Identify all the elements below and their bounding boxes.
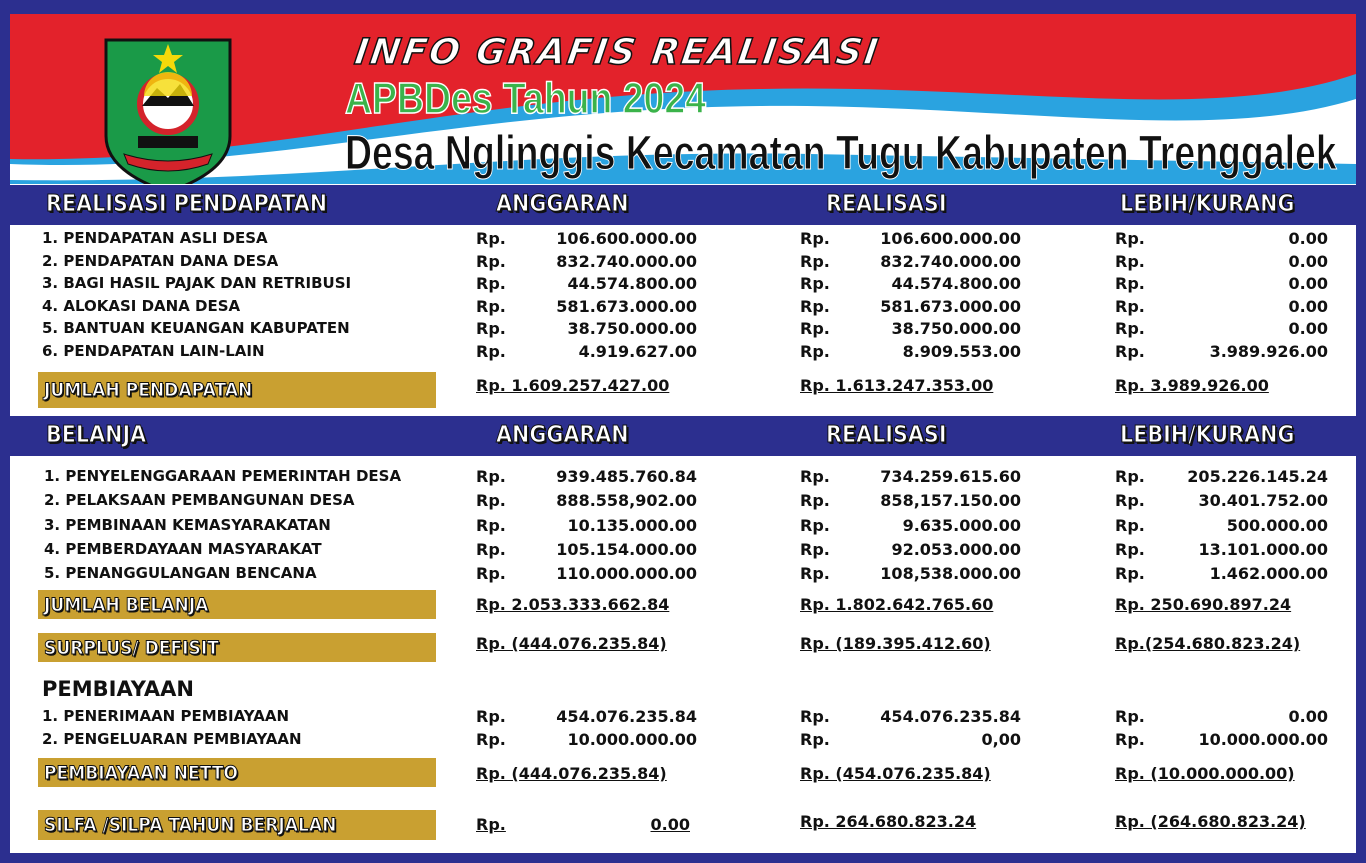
amount-selisih: 0.00 bbox=[1288, 707, 1328, 726]
row-label: 5. BANTUAN KEUANGAN KABUPATEN bbox=[42, 319, 350, 337]
amount-realisasi: 44.574.800.00 bbox=[891, 274, 1021, 293]
currency-label: Rp. bbox=[800, 341, 830, 361]
pembiayaan-row bbox=[0, 707, 1366, 729]
amount-selisih: 0.00 bbox=[1288, 296, 1328, 316]
jumlah-pendapatan-selisih: Rp. 3.989.926.00 bbox=[1115, 376, 1269, 395]
currency-label: Rp. bbox=[1115, 319, 1145, 338]
currency-label: Rp. bbox=[476, 564, 506, 583]
currency-label: Rp. bbox=[1115, 516, 1145, 535]
silpa-anggaran: 0.00 bbox=[650, 815, 690, 834]
amount-realisasi: 106.600.000.00 bbox=[880, 229, 1021, 248]
currency-label: Rp. bbox=[800, 274, 830, 293]
currency-label: Rp. bbox=[800, 707, 830, 726]
amount-anggaran: 110.000.000.00 bbox=[556, 564, 697, 583]
currency-label: Rp. bbox=[1115, 491, 1145, 510]
belanja-row bbox=[0, 540, 1366, 562]
currency-label: Rp. bbox=[1115, 229, 1145, 248]
row-label: 2. PENDAPATAN DANA DESA bbox=[42, 251, 279, 270]
currency-label: Rp. bbox=[800, 516, 830, 535]
amount-anggaran: 581.673.000.00 bbox=[556, 296, 697, 316]
pendapatan-row bbox=[0, 229, 1366, 251]
silpa-label: SILFA /SILPA TAHUN BERJALAN bbox=[44, 814, 337, 836]
amount-realisasi: 832.740.000.00 bbox=[880, 251, 1021, 271]
currency-label: Rp. bbox=[476, 274, 506, 293]
currency-label: Rp. bbox=[1115, 296, 1145, 316]
title-info-grafis: INFO GRAFIS REALISASI bbox=[352, 32, 883, 73]
amount-realisasi: 9.635.000.00 bbox=[902, 516, 1021, 535]
currency-label: Rp. bbox=[800, 564, 830, 583]
surplus-defisit-selisih: Rp.(254.680.823.24) bbox=[1115, 634, 1301, 653]
amount-selisih: 0.00 bbox=[1288, 229, 1328, 248]
amount-realisasi: 858,157.150.00 bbox=[880, 491, 1021, 510]
pendapatan-row bbox=[0, 342, 1366, 364]
currency-label: Rp. bbox=[476, 730, 506, 749]
pendapatan-row bbox=[0, 274, 1366, 296]
pembiayaan-netto-anggaran: Rp. (444.076.235.84) bbox=[476, 764, 667, 783]
title-village: Desa Nglinggis Kecamatan Tugu Kabupaten Trenggalek bbox=[345, 127, 1337, 180]
column-header-anggaran: ANGGARAN bbox=[496, 191, 629, 217]
amount-anggaran: 105.154.000.00 bbox=[556, 540, 697, 559]
currency-label: Rp. bbox=[476, 540, 506, 559]
currency-label: Rp. bbox=[800, 540, 830, 559]
amount-realisasi: 38.750.000.00 bbox=[891, 319, 1021, 338]
row-label: 2. PELAKSAAN PEMBANGUNAN DESA bbox=[44, 491, 355, 509]
jumlah-pendapatan-realisasi: Rp. 1.613.247.353.00 bbox=[800, 376, 994, 395]
pembiayaan-netto-label-bar bbox=[38, 758, 436, 787]
amount-anggaran: 106.600.000.00 bbox=[556, 229, 697, 248]
jumlah-pendapatan-label-bar bbox=[38, 372, 436, 408]
header-banner bbox=[10, 14, 1356, 184]
currency-label: Rp. bbox=[476, 319, 506, 338]
currency-label: Rp. bbox=[800, 319, 830, 338]
currency-label: Rp. bbox=[800, 251, 830, 271]
amount-selisih: 0.00 bbox=[1288, 251, 1328, 271]
amount-anggaran: 939.485.760.84 bbox=[556, 467, 697, 486]
amount-selisih: 0.00 bbox=[1288, 274, 1328, 293]
pembiayaan-netto-selisih: Rp. (10.000.000.00) bbox=[1115, 764, 1295, 783]
currency-label: Rp. bbox=[1115, 274, 1145, 293]
row-label: 5. PENANGGULANGAN BENCANA bbox=[44, 564, 317, 582]
pendapatan-row bbox=[0, 297, 1366, 319]
silpa-label-bar bbox=[38, 810, 436, 840]
surplus-defisit-anggaran: Rp. (444.076.235.84) bbox=[476, 634, 667, 653]
belanja-row bbox=[0, 516, 1366, 538]
currency-label: Rp. bbox=[476, 229, 506, 248]
column-header-lebih-kurang: LEBIH/KURANG bbox=[1120, 422, 1295, 448]
jumlah-belanja-label-bar bbox=[38, 590, 436, 619]
amount-anggaran: 4.919.627.00 bbox=[578, 341, 697, 361]
amount-selisih: 205.226.145.24 bbox=[1187, 467, 1328, 486]
amount-realisasi: 108,538.000.00 bbox=[880, 564, 1021, 583]
amount-anggaran: 10.135.000.00 bbox=[567, 516, 697, 535]
currency-label: Rp. bbox=[800, 229, 830, 248]
currency-label: Rp. bbox=[476, 491, 506, 510]
amount-anggaran: 888.558,902.00 bbox=[556, 491, 697, 510]
amount-selisih: 500.000.00 bbox=[1226, 516, 1328, 535]
currency-label: Rp. bbox=[1115, 730, 1145, 749]
jumlah-pendapatan-label: JUMLAH PENDAPATAN bbox=[44, 379, 253, 401]
currency-label: Rp. bbox=[800, 730, 830, 749]
belanja-row bbox=[0, 491, 1366, 513]
amount-realisasi: 0,00 bbox=[981, 730, 1021, 749]
amount-realisasi: 581.673.000.00 bbox=[880, 296, 1021, 316]
column-header-realisasi: REALISASI bbox=[826, 422, 947, 448]
currency-label: Rp. bbox=[476, 296, 506, 316]
currency-label: Rp. bbox=[800, 491, 830, 510]
currency-label: Rp. bbox=[1115, 341, 1145, 361]
amount-realisasi: 8.909.553.00 bbox=[902, 341, 1021, 361]
pembiayaan-netto-label: PEMBIAYAAN NETTO bbox=[44, 761, 238, 784]
surplus-defisit-realisasi: Rp. (189.395.412.60) bbox=[800, 634, 991, 653]
row-label: 2. PENGELUARAN PEMBIAYAAN bbox=[42, 730, 302, 748]
currency-label: Rp. bbox=[1115, 540, 1145, 559]
silpa-anggaran-currency: Rp. bbox=[476, 815, 506, 834]
amount-selisih: 13.101.000.00 bbox=[1198, 540, 1328, 559]
currency-label: Rp. bbox=[1115, 251, 1145, 271]
belanja-header-band-title: BELANJA bbox=[46, 422, 147, 448]
belanja-row bbox=[0, 467, 1366, 489]
jumlah-pendapatan-anggaran: Rp. 1.609.257.427.00 bbox=[476, 376, 670, 395]
surplus-defisit-label: SURPLUS/ DEFISIT bbox=[44, 636, 219, 659]
title-apbdes-year: APBDes Tahun 2024 bbox=[345, 74, 706, 123]
amount-selisih: 10.000.000.00 bbox=[1198, 730, 1328, 749]
pembiayaan-row bbox=[0, 730, 1366, 752]
row-label: 6. PENDAPATAN LAIN-LAIN bbox=[42, 341, 265, 360]
jumlah-belanja-selisih: Rp. 250.690.897.24 bbox=[1115, 595, 1292, 614]
amount-selisih: 0.00 bbox=[1288, 319, 1328, 338]
pembiayaan-netto-realisasi: Rp. (454.076.235.84) bbox=[800, 764, 991, 783]
currency-label: Rp. bbox=[476, 516, 506, 535]
amount-anggaran: 44.574.800.00 bbox=[567, 274, 697, 293]
currency-label: Rp. bbox=[476, 467, 506, 486]
amount-realisasi: 454.076.235.84 bbox=[880, 707, 1021, 726]
row-label: 4. ALOKASI DANA DESA bbox=[42, 296, 241, 315]
jumlah-belanja-anggaran: Rp. 2.053.333.662.84 bbox=[476, 595, 670, 614]
amount-anggaran: 10.000.000.00 bbox=[567, 730, 697, 749]
currency-label: Rp. bbox=[1115, 467, 1145, 486]
currency-label: Rp. bbox=[476, 341, 506, 361]
row-label: 3. PEMBINAAN KEMASYARAKATAN bbox=[44, 516, 331, 534]
jumlah-belanja-realisasi: Rp. 1.802.642.765.60 bbox=[800, 595, 994, 614]
row-label: 4. PEMBERDAYAAN MASYARAKAT bbox=[44, 540, 322, 558]
amount-anggaran: 454.076.235.84 bbox=[556, 707, 697, 726]
pendapatan-row bbox=[0, 319, 1366, 341]
row-label: 1. PENERIMAAN PEMBIAYAAN bbox=[42, 707, 290, 725]
column-header-lebih-kurang: LEBIH/KURANG bbox=[1120, 191, 1295, 217]
currency-label: Rp. bbox=[1115, 564, 1145, 583]
amount-selisih: 3.989.926.00 bbox=[1209, 341, 1328, 361]
amount-realisasi: 92.053.000.00 bbox=[891, 540, 1021, 559]
currency-label: Rp. bbox=[476, 251, 506, 271]
pendapatan-header-band-title: REALISASI PENDAPATAN bbox=[46, 191, 328, 217]
pembiayaan-heading: PEMBIAYAAN bbox=[42, 677, 194, 701]
surplus-defisit-label-bar bbox=[38, 633, 436, 662]
belanja-row bbox=[0, 564, 1366, 586]
currency-label: Rp. bbox=[476, 707, 506, 726]
jumlah-belanja-label: JUMLAH BELANJA bbox=[44, 593, 209, 616]
column-header-realisasi: REALISASI bbox=[826, 191, 947, 217]
row-label: 3. BAGI HASIL PAJAK DAN RETRIBUSI bbox=[42, 274, 352, 292]
silpa-lebih-kurang: Rp. (264.680.823.24) bbox=[1115, 812, 1306, 831]
amount-selisih: 30.401.752.00 bbox=[1198, 491, 1328, 510]
amount-realisasi: 734.259.615.60 bbox=[880, 467, 1021, 486]
pendapatan-row bbox=[0, 252, 1366, 274]
amount-anggaran: 832.740.000.00 bbox=[556, 251, 697, 271]
silpa-realisasi: Rp. 264.680.823.24 bbox=[800, 812, 977, 831]
currency-label: Rp. bbox=[800, 467, 830, 486]
row-label: 1. PENDAPATAN ASLI DESA bbox=[42, 229, 268, 247]
amount-selisih: 1.462.000.00 bbox=[1209, 564, 1328, 583]
currency-label: Rp. bbox=[800, 296, 830, 316]
row-label: 1. PENYELENGGARAAN PEMERINTAH DESA bbox=[44, 467, 402, 485]
amount-anggaran: 38.750.000.00 bbox=[567, 319, 697, 338]
regency-emblem-logo bbox=[102, 36, 234, 184]
currency-label: Rp. bbox=[1115, 707, 1145, 726]
column-header-anggaran: ANGGARAN bbox=[496, 422, 629, 448]
